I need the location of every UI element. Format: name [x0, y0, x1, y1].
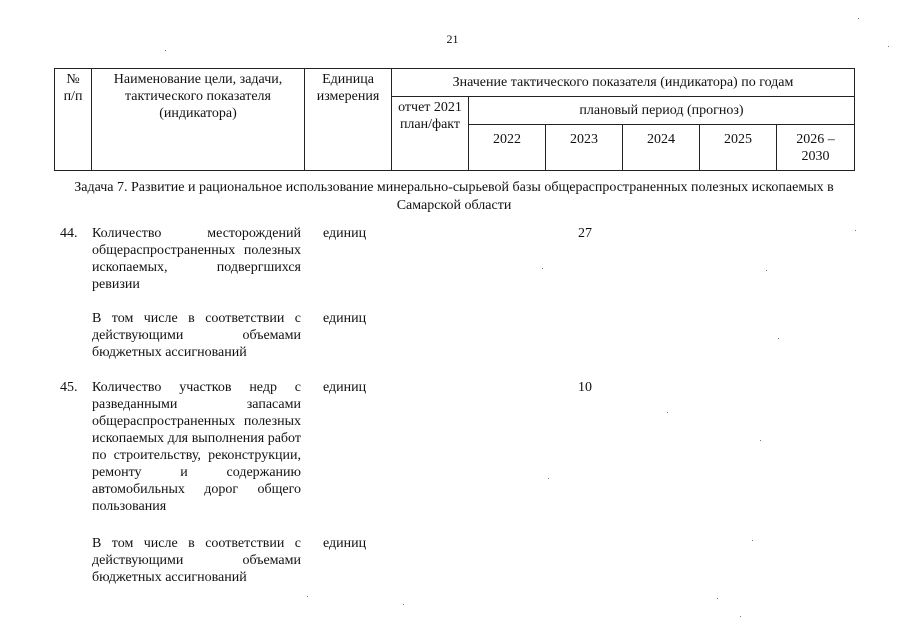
scan-speck: [760, 440, 761, 441]
scan-speck: [740, 616, 741, 617]
row-unit: единиц: [323, 536, 367, 551]
scan-speck: [667, 412, 668, 413]
header-year: 2024: [623, 125, 700, 171]
scan-speck: [548, 478, 549, 479]
row-number: 45.: [60, 380, 78, 395]
header-year: 2025: [700, 125, 777, 171]
header-year: 2026 – 2030: [777, 125, 855, 171]
header-unit: Единица измерения: [305, 69, 392, 171]
row-unit: единиц: [323, 226, 367, 241]
row-value: 27: [578, 226, 592, 241]
header-year: 2023: [546, 125, 623, 171]
row-indicator-name: Количество участков недр с разведанными запасами общераспространенных полезных ископаемых для выполнения работ по строительству, реконструкции, ремонту и содержанию автомобильных дорог общего пользования: [92, 380, 301, 514]
page-number: 21: [446, 32, 459, 46]
header-report: отчет 2021 план/факт: [392, 97, 469, 171]
scan-speck: [778, 338, 779, 339]
header-year: 2022: [469, 125, 546, 171]
header-name: Наименование цели, задачи, тактического показателя (индикатора): [92, 69, 305, 171]
scan-speck: [766, 270, 767, 271]
row-unit: единиц: [323, 311, 367, 326]
scan-speck: [165, 50, 166, 51]
scan-speck: [403, 604, 404, 605]
row-indicator-name: Количество месторождений общераспространенных полезных ископаемых, подвергшихся ревизии: [92, 226, 301, 292]
header-forecast: плановый период (прогноз): [469, 97, 855, 125]
row-indicator-name: В том числе в соответствии с действующими объемами бюджетных ассигнований: [92, 536, 301, 585]
indicator-table-header: [54, 68, 855, 171]
scan-speck: [855, 230, 856, 231]
scan-speck: [888, 46, 889, 47]
scan-speck: [752, 540, 753, 541]
row-indicator-name: В том числе в соответствии с действующими объемами бюджетных ассигнований: [92, 311, 301, 360]
scan-speck: [307, 596, 308, 597]
row-value: 10: [578, 380, 592, 395]
row-number: 44.: [60, 226, 78, 241]
header-value-group: Значение тактического показателя (индикатора) по годам: [392, 69, 855, 97]
header-num: № п/п: [55, 69, 92, 171]
row-unit: единиц: [323, 380, 367, 395]
scan-speck: [542, 268, 543, 269]
scan-speck: [717, 598, 718, 599]
task-title: Задача 7. Развитие и рациональное использование минерально-сырьевой базы общераспространенных полезных ископаемых в Самарской области: [74, 180, 834, 213]
scan-speck: [858, 18, 859, 19]
